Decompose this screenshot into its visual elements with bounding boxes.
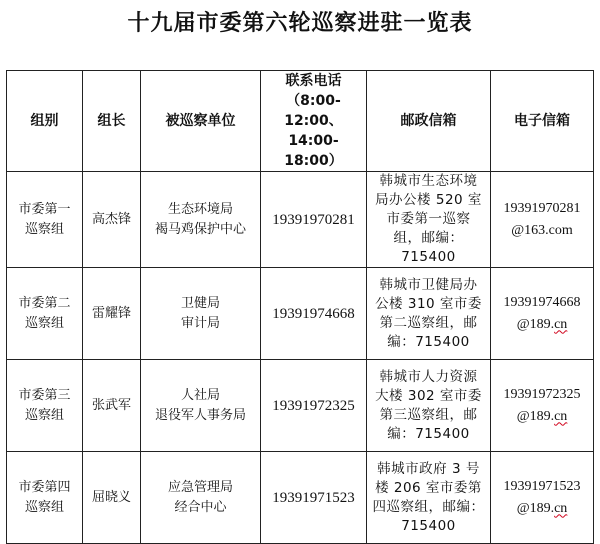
leader-cell: [83, 268, 141, 360]
phone-cell: [261, 172, 367, 268]
postal-text: 韩城市卫健局办 公楼 310 室市委 第二巡察组，邮 编：715400: [375, 276, 482, 350]
email-cell: [491, 452, 594, 544]
header-group: 组别: [7, 71, 83, 172]
phone-cell: [261, 360, 367, 452]
unit-cell: [141, 360, 261, 452]
postal-cell: [367, 172, 491, 268]
email-cell: [491, 268, 594, 360]
email-domain-prefix: @163.: [511, 222, 549, 238]
email-domain-suffix: com: [548, 222, 573, 238]
postal-text: 韩城市政府 3 号 楼 206 室市委第 四巡察组，邮编： 715400: [372, 460, 485, 534]
unit-cell: [141, 172, 261, 268]
email-text: [504, 295, 581, 332]
email-domain-suffix: cn: [554, 500, 568, 516]
phone-cell: [261, 268, 367, 360]
header-leader: 组长: [83, 71, 141, 172]
phone-cell: [261, 452, 367, 544]
group-cell: [7, 172, 83, 268]
phone-text: 19391970281: [272, 211, 355, 228]
table-row: [7, 172, 594, 268]
phone-text: 19391971523: [272, 489, 355, 506]
email-user: 19391972325: [503, 386, 581, 402]
header-phone: 联系电话 （8:00-12:00、 14:00-18:00）: [261, 71, 367, 172]
unit-cell: [141, 452, 261, 544]
leader-cell: [83, 360, 141, 452]
group-cell: [7, 268, 83, 360]
unit-text: 生态环境局 褐马鸡保护中心: [154, 201, 246, 237]
email-domain-prefix: @189.: [516, 316, 555, 332]
group-cell: [7, 452, 83, 544]
group-text: 市委第四 巡察组: [18, 479, 71, 515]
header-postal: 邮政信箱: [367, 71, 491, 172]
leader-text: 雷耀锋: [91, 305, 131, 321]
leader-cell: [83, 172, 141, 268]
leader-cell: [83, 452, 141, 544]
postal-text: 韩城市生态环境 局办公楼 520 室 市委第一巡察 组，邮编：715400: [375, 173, 482, 265]
email-cell: [491, 360, 594, 452]
header-email: 电子信箱: [491, 71, 594, 172]
email-text: [504, 479, 581, 516]
postal-text: 韩城市人力资源 大楼 302 室市委 第三巡察组，邮 编：715400: [375, 368, 482, 442]
email-domain-suffix: cn: [554, 316, 568, 332]
postal-cell: [367, 452, 491, 544]
email-user: 19391974668: [503, 294, 581, 310]
unit-text: 应急管理局 经合中心: [167, 479, 233, 515]
leader-text: 屈晓义: [91, 489, 131, 505]
email-domain-prefix: @189.: [516, 500, 555, 516]
leader-text: 高杰锋: [91, 211, 131, 227]
group-cell: [7, 360, 83, 452]
email-text: [504, 387, 581, 424]
postal-cell: [367, 360, 491, 452]
email-user: 19391971523: [503, 478, 581, 494]
table-row: [7, 452, 594, 544]
postal-cell: [367, 268, 491, 360]
email-domain-prefix: @189.: [516, 408, 555, 424]
header-unit: 被巡察单位: [141, 71, 261, 172]
email-user: 19391970281: [503, 200, 581, 216]
group-text: 市委第三 巡察组: [18, 387, 71, 423]
leader-text: 张武军: [91, 397, 131, 413]
unit-text: 人社局 退役军人事务局: [154, 387, 246, 423]
unit-text: 卫健局 审计局: [180, 295, 220, 331]
table-row: [7, 360, 594, 452]
phone-text: 19391974668: [272, 305, 355, 322]
group-text: 市委第一 巡察组: [18, 201, 71, 237]
email-domain-suffix: cn: [554, 408, 568, 424]
email-cell: [491, 172, 594, 268]
email-text: [504, 201, 581, 238]
phone-text: 19391972325: [272, 397, 355, 414]
inspection-table: [6, 70, 594, 544]
group-text: 市委第二 巡察组: [18, 295, 71, 331]
table-header-row: [7, 71, 594, 172]
page-title: 十九届市委第六轮巡察进驻一览表: [127, 11, 473, 36]
table-row: [7, 268, 594, 360]
unit-cell: [141, 268, 261, 360]
